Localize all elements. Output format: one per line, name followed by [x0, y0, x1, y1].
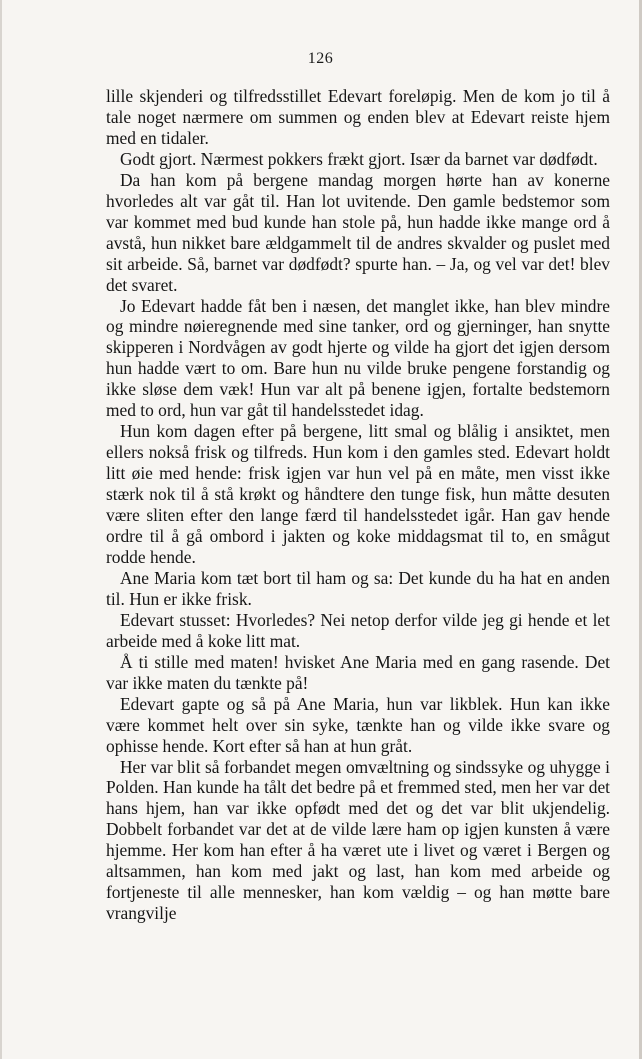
paragraph: Edevart gapte og så på Ane Maria, hun var likblek. Hun kan ikke være kommet helt over sin syke, tænkte han og vilde ikke svare og ophisse hende. Kort efter så han at hun gråt. [106, 693, 610, 756]
body-text [106, 86, 610, 924]
paragraph: Godt gjort. Nærmest pokkers frækt gjort. Især da barnet var dødfødt. [120, 148, 598, 169]
paragraph: lille skjenderi og tilfredsstillet Edevart foreløpig. Men de kom jo til å tale noget nærmere om summen og enden blev at Edevart reiste hjem med en tidaler. [106, 86, 610, 148]
paragraph: Edevart stusset: Hvorledes? Nei netop derfor vilde jeg gi hende et let arbeide med å koke litt mat. [106, 609, 610, 651]
paragraph: Å ti stille med maten! hvisket Ane Maria med en gang rasende. Det var ikke maten du tænkte på! [106, 651, 610, 693]
paragraph: Hun kom dagen efter på bergene, litt smal og blålig i ansiktet, men ellers nokså frisk og tilfreds. Hun kom i den gamles sted. Edevart holdt litt øie med hende: frisk igjen var hun vel på en måte, men visst ikke stærk nok til å stå krøkt og håndtere den tunge fisk, hun måtte desuten være sliten efter den lange færd til handelsstedet igår. Han gav hende ordre til å gå ombord i jakten og koke middagsmat til to, en smågut rodde hende. [106, 421, 610, 567]
paragraph: Da han kom på bergene mandag morgen hørte han av konerne hvorledes alt var gåt til. Han lot uvitende. Den gamle bedstemor som var kommet med bud kunde han stole på, hun hadde ikke mange ord å avstå, hun nikket bare ældgammelt til de andres skvalder og puslet med sit arbeide. Så, barnet var dødfødt? spurte han. – Ja, og vel var det! blev det svaret. [106, 169, 610, 295]
page-number: 126 [307, 50, 334, 67]
paragraph: Ane Maria kom tæt bort til ham og sa: Det kunde du ha hat en anden til. Hun er ikke frisk. [106, 567, 610, 609]
paragraph: Her var blit så forbandet megen omvæltning og sindssyke og uhygge i Polden. Han kunde ha tålt det bedre på et fremmed sted, men her var det hans hjem, han var ikke opfødt med det og det var blit ukjendelig. Dobbelt forbandet var det at de vilde lære ham op igjen kunsten å være hjemme. Her kom han efter å ha været ute i livet og været i Bergen og altsammen, han kom med jakt og last, han kom med arbeide og fortjeneste til alle mennesker, han kom vældig – og han møtte bare vrangvilje [106, 756, 610, 924]
paragraph: Jo Edevart hadde fåt ben i næsen, det manglet ikke, han blev mindre og mindre nøieregnende med sine tanker, ord og gjerninger, han snytte skipperen i Nordvågen av godt hjerte og vilde ha gjort det igjen dersom hun hadde vært to om. Bare hun nu vilde bruke pengene forstandig og ikke sløse dem væk! Hun var alt på benene igjen, fortalte bedstemorn med to ord, hun var gåt til handelsstedet idag. [106, 295, 610, 421]
